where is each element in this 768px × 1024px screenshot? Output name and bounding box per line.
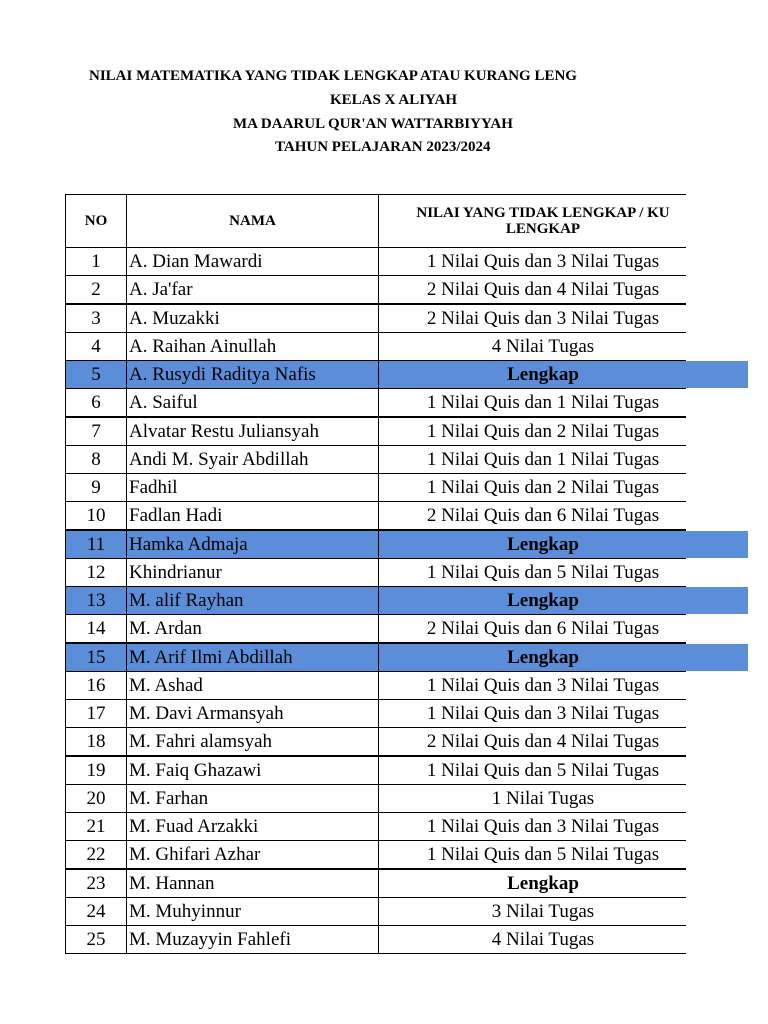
- cell-nama[interactable]: A. Rusydi Raditya Nafis: [126, 360, 379, 389]
- cell-no[interactable]: 15: [65, 643, 127, 672]
- cell-no[interactable]: 9: [65, 473, 127, 502]
- table-row: [65, 840, 686, 868]
- cell-nilai[interactable]: 1 Nilai Tugas: [378, 784, 686, 813]
- table-row: [65, 247, 686, 275]
- row-highlight-extension: [686, 587, 748, 614]
- cell-no[interactable]: 21: [65, 812, 127, 841]
- table-row: [65, 643, 686, 671]
- cell-no[interactable]: 7: [65, 417, 127, 446]
- cell-no[interactable]: 22: [65, 840, 127, 869]
- table-row: [65, 614, 686, 642]
- table-row: [65, 304, 686, 332]
- cell-nama[interactable]: Fadhil: [126, 473, 379, 502]
- cell-nilai[interactable]: 2 Nilai Quis dan 4 Nilai Tugas: [378, 275, 686, 304]
- cell-nama[interactable]: M. Davi Armansyah: [126, 699, 379, 728]
- cell-nama[interactable]: M. Hannan: [126, 869, 379, 898]
- cell-no[interactable]: 25: [65, 925, 127, 954]
- table-row: [65, 501, 686, 529]
- cell-nama[interactable]: M. Fuad Arzakki: [126, 812, 379, 841]
- table-row: [65, 784, 686, 812]
- cell-nilai[interactable]: 2 Nilai Quis dan 3 Nilai Tugas: [378, 304, 686, 333]
- cell-nama[interactable]: Hamka Admaja: [126, 530, 379, 559]
- table-row: [65, 332, 686, 360]
- cell-no[interactable]: 6: [65, 388, 127, 417]
- table-row: [65, 727, 686, 755]
- cell-no[interactable]: 5: [65, 360, 127, 389]
- cell-nama[interactable]: A. Muzakki: [126, 304, 379, 333]
- row-highlight-extension: [686, 531, 748, 558]
- header-nilai-line2: LENGKAP: [505, 221, 581, 237]
- cell-nilai[interactable]: 4 Nilai Tugas: [378, 332, 686, 361]
- table-row: [65, 417, 686, 445]
- table-row: [65, 671, 686, 699]
- cell-nilai[interactable]: 1 Nilai Quis dan 1 Nilai Tugas: [378, 388, 686, 417]
- header-nilai[interactable]: [378, 194, 686, 248]
- table-row: [65, 925, 686, 953]
- title-line-2: KELAS X ALIYAH: [330, 92, 457, 108]
- table-row: [65, 275, 686, 303]
- cell-nama[interactable]: M. Ashad: [126, 671, 379, 700]
- cell-no[interactable]: 20: [65, 784, 127, 813]
- cell-no[interactable]: 1: [65, 247, 127, 276]
- cell-no[interactable]: 23: [65, 869, 127, 898]
- cell-nama[interactable]: A. Ja'far: [126, 275, 379, 304]
- cell-nama[interactable]: Andi M. Syair Abdillah: [126, 445, 379, 474]
- table-row: [65, 756, 686, 784]
- cell-nama[interactable]: M. alif Rayhan: [126, 586, 379, 615]
- header-no[interactable]: NO: [65, 194, 127, 248]
- cell-nilai[interactable]: 2 Nilai Quis dan 4 Nilai Tugas: [378, 727, 686, 756]
- cell-no[interactable]: 16: [65, 671, 127, 700]
- cell-nilai[interactable]: 1 Nilai Quis dan 5 Nilai Tugas: [378, 756, 686, 785]
- table-row: [65, 473, 686, 501]
- cell-nilai[interactable]: Lengkap: [378, 586, 686, 615]
- cell-no[interactable]: 8: [65, 445, 127, 474]
- cell-nilai[interactable]: Lengkap: [378, 643, 686, 672]
- table-row: [65, 897, 686, 925]
- cell-nilai[interactable]: Lengkap: [378, 360, 686, 389]
- cell-no[interactable]: 13: [65, 586, 127, 615]
- title-line-1: NILAI MATEMATIKA YANG TIDAK LENGKAP ATAU KURANG LENG: [89, 68, 577, 84]
- cell-nilai[interactable]: 1 Nilai Quis dan 3 Nilai Tugas: [378, 671, 686, 700]
- cell-nilai[interactable]: 1 Nilai Quis dan 5 Nilai Tugas: [378, 840, 686, 869]
- row-highlight-extension: [686, 361, 748, 388]
- table-row: [65, 869, 686, 897]
- cell-nilai[interactable]: 4 Nilai Tugas: [378, 925, 686, 954]
- cell-nilai[interactable]: 1 Nilai Quis dan 2 Nilai Tugas: [378, 417, 686, 446]
- table-row: [65, 586, 686, 614]
- cell-nama[interactable]: Khindrianur: [126, 558, 379, 587]
- title-line-3: MA DAARUL QUR'AN WATTARBIYYAH: [233, 116, 513, 132]
- table-row: [65, 445, 686, 473]
- cell-nama[interactable]: A. Raihan Ainullah: [126, 332, 379, 361]
- cell-no[interactable]: 18: [65, 727, 127, 756]
- header-nilai-line1: NILAI YANG TIDAK LENGKAP / KU: [416, 205, 670, 221]
- cell-nilai[interactable]: Lengkap: [378, 530, 686, 559]
- cell-nilai[interactable]: 1 Nilai Quis dan 3 Nilai Tugas: [378, 247, 686, 276]
- header-nama[interactable]: NAMA: [126, 194, 379, 248]
- cell-nama[interactable]: M. Ardan: [126, 614, 379, 643]
- cell-nilai[interactable]: Lengkap: [378, 869, 686, 898]
- cell-nama[interactable]: Fadlan Hadi: [126, 501, 379, 530]
- cell-nama[interactable]: M. Arif Ilmi Abdillah: [126, 643, 379, 672]
- cell-nilai[interactable]: 1 Nilai Quis dan 1 Nilai Tugas: [378, 445, 686, 474]
- cell-no[interactable]: 19: [65, 756, 127, 785]
- cell-nilai[interactable]: 1 Nilai Quis dan 5 Nilai Tugas: [378, 558, 686, 587]
- cell-no[interactable]: 2: [65, 275, 127, 304]
- cell-no[interactable]: 24: [65, 897, 127, 926]
- table-row: [65, 558, 686, 586]
- cell-nama[interactable]: M. Muhyinnur: [126, 897, 379, 926]
- cell-nama[interactable]: M. Ghifari Azhar: [126, 840, 379, 869]
- cell-no[interactable]: 4: [65, 332, 127, 361]
- cell-nilai[interactable]: 1 Nilai Quis dan 3 Nilai Tugas: [378, 699, 686, 728]
- cell-nama[interactable]: M. Farhan: [126, 784, 379, 813]
- cell-no[interactable]: 10: [65, 501, 127, 530]
- cell-nama[interactable]: M. Muzayyin Fahlefi: [126, 925, 379, 954]
- cell-nama[interactable]: A. Saiful: [126, 388, 379, 417]
- cell-no[interactable]: 12: [65, 558, 127, 587]
- table-row: [65, 360, 686, 388]
- cell-nama[interactable]: A. Dian Mawardi: [126, 247, 379, 276]
- table-row: [65, 530, 686, 558]
- cell-nama[interactable]: M. Faiq Ghazawi: [126, 756, 379, 785]
- cell-nama[interactable]: Alvatar Restu Juliansyah: [126, 417, 379, 446]
- cell-nama[interactable]: M. Fahri alamsyah: [126, 727, 379, 756]
- cell-nilai[interactable]: 2 Nilai Quis dan 6 Nilai Tugas: [378, 614, 686, 643]
- cell-nilai[interactable]: 3 Nilai Tugas: [378, 897, 686, 926]
- title-line-4: TAHUN PELAJARAN 2023/2024: [275, 139, 491, 155]
- row-highlight-extension: [686, 644, 748, 671]
- cell-nilai[interactable]: 1 Nilai Quis dan 3 Nilai Tugas: [378, 812, 686, 841]
- cell-no[interactable]: 14: [65, 614, 127, 643]
- table-row: [65, 388, 686, 416]
- table-row: [65, 812, 686, 840]
- cell-no[interactable]: 11: [65, 530, 127, 559]
- cell-no[interactable]: 17: [65, 699, 127, 728]
- table-row: [65, 699, 686, 727]
- cell-nilai[interactable]: 2 Nilai Quis dan 6 Nilai Tugas: [378, 501, 686, 530]
- cell-no[interactable]: 3: [65, 304, 127, 333]
- cell-nilai[interactable]: 1 Nilai Quis dan 2 Nilai Tugas: [378, 473, 686, 502]
